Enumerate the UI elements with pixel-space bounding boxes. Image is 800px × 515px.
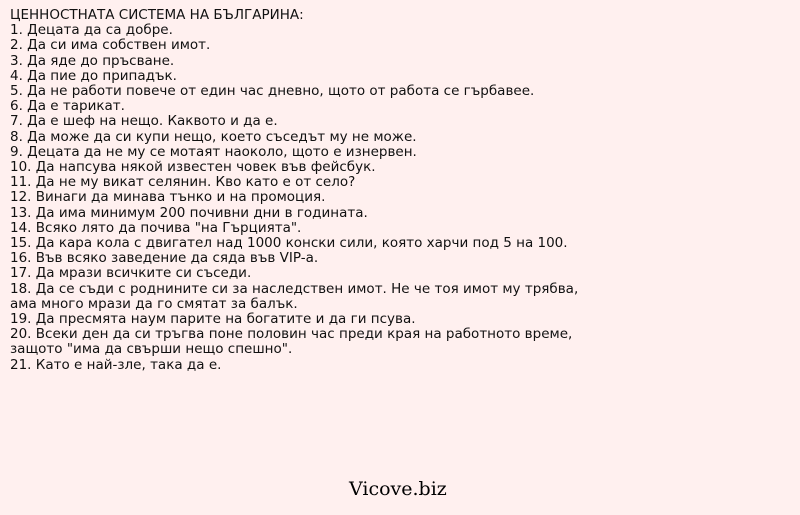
list-item: 2. Да си има собствен имот. xyxy=(10,37,211,54)
list-item: 11. Да не му викат селянин. Кво като е от село? xyxy=(10,174,356,191)
document-body xyxy=(10,8,790,373)
value-list xyxy=(10,23,790,373)
list-item: 19. Да пресмята наум парите на богатите и да ги псува. xyxy=(10,311,416,328)
list-item: 17. Да мрази всичките си съседи. xyxy=(10,265,252,282)
list-item-continuation: защото "има да свърши нещо спешно". xyxy=(10,341,293,358)
list-item: 8. Да може да си купи нещо, което съседът му не може. xyxy=(10,128,417,145)
list-item: 13. Да има минимум 200 почивни дни в годината. xyxy=(10,204,368,221)
site-watermark: Vicove.biz xyxy=(349,478,447,500)
list-item: 5. Да не работи повече от един час дневно, щото от работа се гърбавее. xyxy=(10,83,535,100)
list-item: 9. Децата да не му се мотаят наоколо, щото е изнервен. xyxy=(10,143,417,160)
list-item: 12. Винаги да минава тънко и на промоция. xyxy=(10,189,326,206)
list-item: 10. Да напсува някой известен човек във фейсбук. xyxy=(10,159,376,176)
list-item: 15. Да кара кола с двигател над 1000 конски сили, която харчи под 5 на 100. xyxy=(10,235,568,252)
list-item: 14. Всяко лято да почива "на Гърцията". xyxy=(10,219,302,236)
list-item: 6. Да е тарикат. xyxy=(10,98,125,115)
list-item-continuation: ама много мрази да го смятат за балък. xyxy=(10,295,298,312)
list-item: 21. Като е най-зле, така да е. xyxy=(10,356,222,373)
page-title: ЦЕННОСТНАТА СИСТЕМА НА БЪЛГАРИНА: xyxy=(10,7,304,23)
list-item: 1. Децата да са добре. xyxy=(10,22,173,39)
list-item: 20. Всеки ден да си тръгва поне половин час преди края на работното време, xyxy=(10,326,573,343)
list-item: 3. Да яде до пръсване. xyxy=(10,52,175,69)
list-item: 7. Да е шеф на нещо. Каквото и да е. xyxy=(10,113,278,130)
list-item: 18. Да се съди с роднините си за наследствен имот. Не че тоя имот му трябва, xyxy=(10,280,579,297)
list-item: 4. Да пие до припадък. xyxy=(10,67,177,84)
list-item: 16. Във всяко заведение да сяда във VIP-а. xyxy=(10,250,319,267)
